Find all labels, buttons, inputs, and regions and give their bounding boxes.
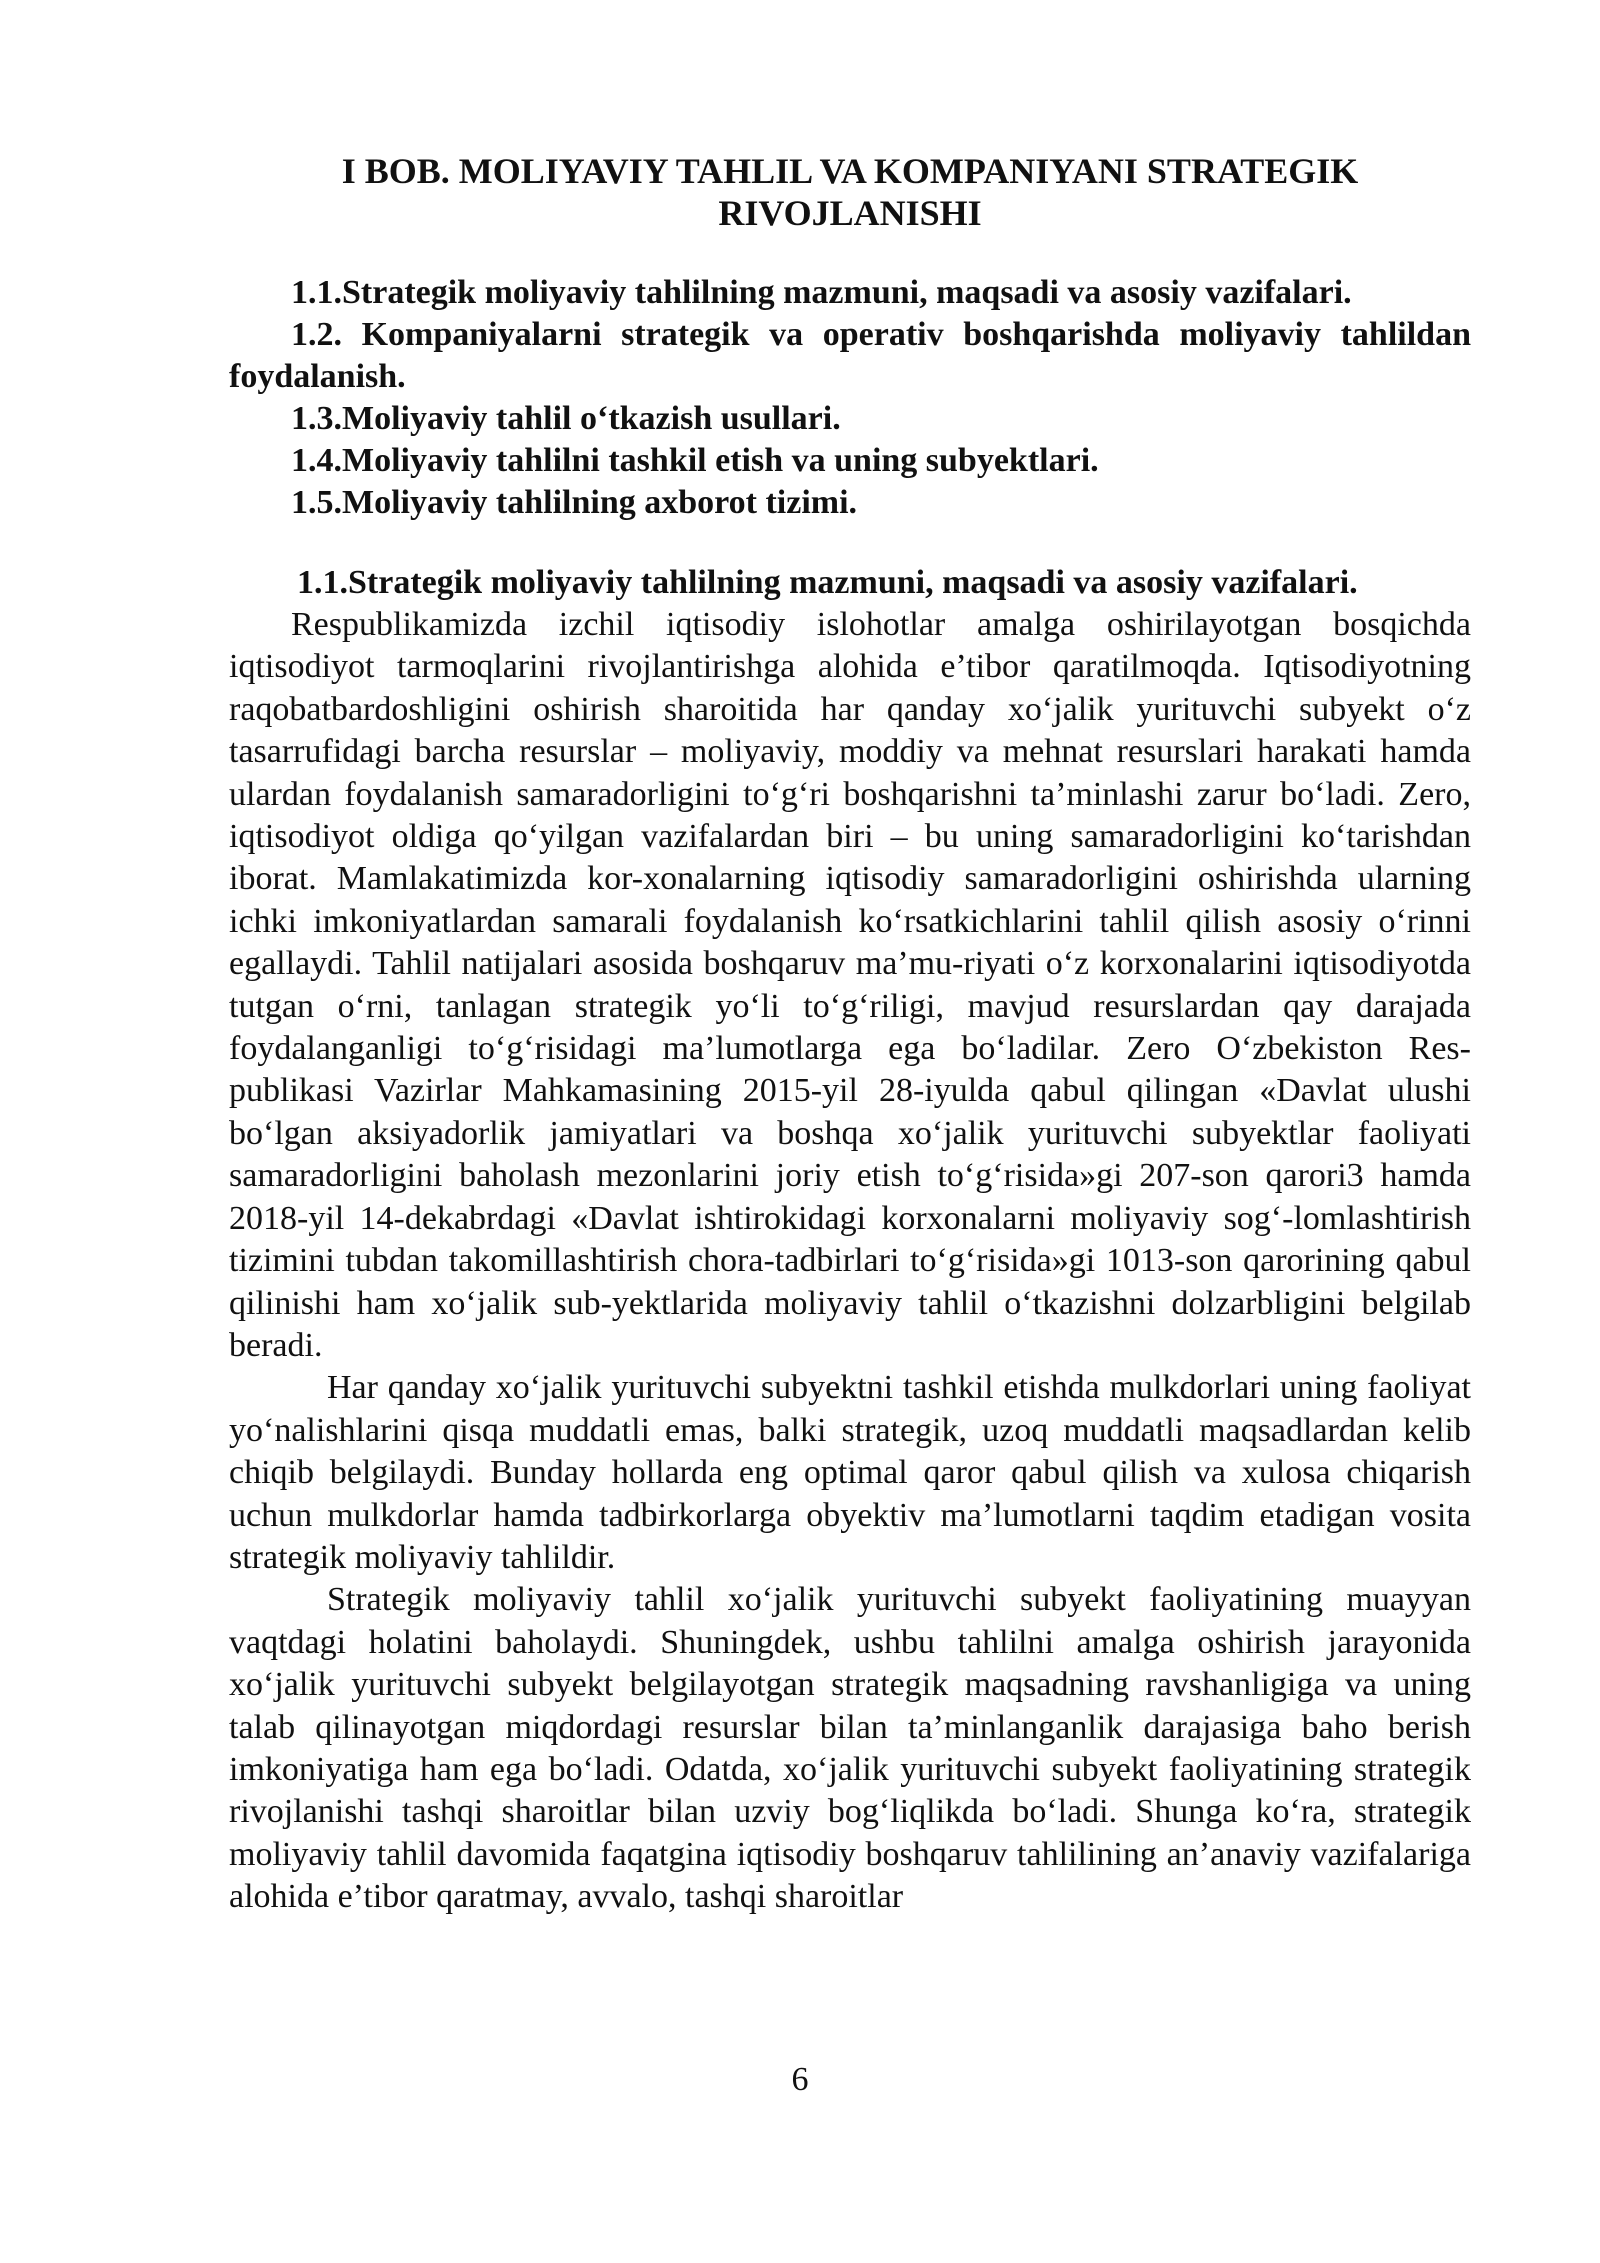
toc-item: 1.5.Moliyaviy tahlilning axborot tizimi. bbox=[291, 484, 858, 521]
section-heading: 1.1.Strategik moliyaviy tahlilning mazmuni, maqsadi va asosiy vazifalari. bbox=[297, 564, 1358, 601]
toc-item: 1.3.Moliyaviy tahlil o‘tkazish usullari. bbox=[291, 400, 841, 437]
toc-item: 1.4.Moliyaviy tahlilni tashkil etish va uning subyektlari. bbox=[291, 442, 1099, 479]
toc-item: 1.1.Strategik moliyaviy tahlilning mazmuni, maqsadi va asosiy vazifalari. bbox=[291, 274, 1352, 311]
page-number: 6 bbox=[791, 2061, 809, 2098]
body-paragraph: Respublikamizda izchil iqtisodiy islohotlar amalga oshirilayotgan bosqichda iqtisodiyot tarmoqlarini rivojlantirishga alohida e’tibor qaratilmoqda. Iqtisodiyotning raqobatbardoshligini oshirish sharoitida har qanday xo‘jalik yurituvchi subyekt o‘z tasarrufidagi barcha resurslar – moliyaviy, moddiy va mehnat resurslari harakati hamda ulardan foydalanish samaradorligini to‘g‘ri boshqarishni ta’minlashi zarur bo‘ladi. Zero, iqtisodiyot oldiga qo‘yilgan vazifalardan biri – bu uning samaradorligini ko‘tarishdan iborat. Mamlakatimizda kor-xonalarning iqtisodiy samaradorligini oshirishda ularning ichki imkoniyatlardan samarali foydalanish ko‘rsatkichlarini tahlil qilish asosiy o‘rinni egallaydi. Tahlil natijalari asosida boshqaruv ma’mu-riyati o‘z korxonalarini iqtisodiyotda tutgan o‘rni, tanlagan strategik yo‘li to‘g‘riligi, mavjud resurslardan qay darajada foydalanganligi to‘g‘risidagi ma’lumotlarga ega bo‘ladilar. Zero O‘zbekiston Res-publikasi Vazirlar Mahkamasining 2015-yil 28-iyulda qabul qilingan «Davlat ulushi bo‘lgan aksiyadorlik jamiyatlari va boshqa xo‘jalik yurituvchi subyektlar faoliyati samaradorligini baholash mezonlarini joriy etish to‘g‘risida»gi 207-son qarori3 hamda 2018-yil 14-dekabrdagi «Davlat ishtirokidagi korxonalarni moliyaviy sog‘-lomlashtirish tizimini tubdan takomillashtirish chora-tadbirlari to‘g‘risida»gi 1013-son qarorining qabul qilinishi ham xo‘jalik sub-yektlarida moliyaviy tahlil o‘tkazishni dolzarbligini belgilab beradi. bbox=[229, 606, 1471, 1364]
document-page bbox=[229, 150, 1471, 1919]
body-paragraph: Strategik moliyaviy tahlil xo‘jalik yurituvchi subyekt faoliyatining muayyan vaqtdagi holatini baholaydi. Shuningdek, ushbu tahlilni amalga oshirish jarayonida xo‘jalik yurituvchi subyekt belgilayotgan strategik maqsadning ravshanligiga va uning talab qilinayotgan miqdordagi resurslar bilan ta’minlanganlik darajasiga baho berish imkoniyatiga ham ega bo‘ladi. Odatda, xo‘jalik yurituvchi subyekt faoliyatining strategik rivojlanishi tashqi sharoitlar bilan uzviy bog‘liqlikda bo‘ladi. Shunga ko‘ra, strategik moliyaviy tahlil davomida faqatgina iqtisodiy boshqaruv tahlilining an’anaviy vazifalariga alohida e’tibor qaratmay, avvalo, tashqi sharoitlar bbox=[229, 1581, 1471, 1916]
body-paragraph: Har qanday xo‘jalik yurituvchi subyektni tashkil etishda mulkdorlari uning faoliyat yo‘nalishlarini qisqa muddatli emas, balki strategik, uzoq muddatli maqsadlardan kelib chiqib belgilaydi. Bunday hollarda eng optimal qaror qabul qilish va xulosa chiqarish uchun mulkdorlar hamda tadbirkorlarga obyektiv ma’lumotlarni taqdim etadigan vosita strategik moliyaviy tahlildir. bbox=[229, 1369, 1471, 1576]
table-of-contents bbox=[229, 272, 1471, 524]
chapter-title: I BOB. MOLIYAVIY TAHLIL VA KOMPANIYANI STRATEGIK RIVOJLANISHI bbox=[341, 151, 1359, 233]
toc-item: 1.2. Kompaniyalarni strategik va operativ boshqarishda moliyaviy tahlildan foydalanish. bbox=[229, 316, 1471, 395]
